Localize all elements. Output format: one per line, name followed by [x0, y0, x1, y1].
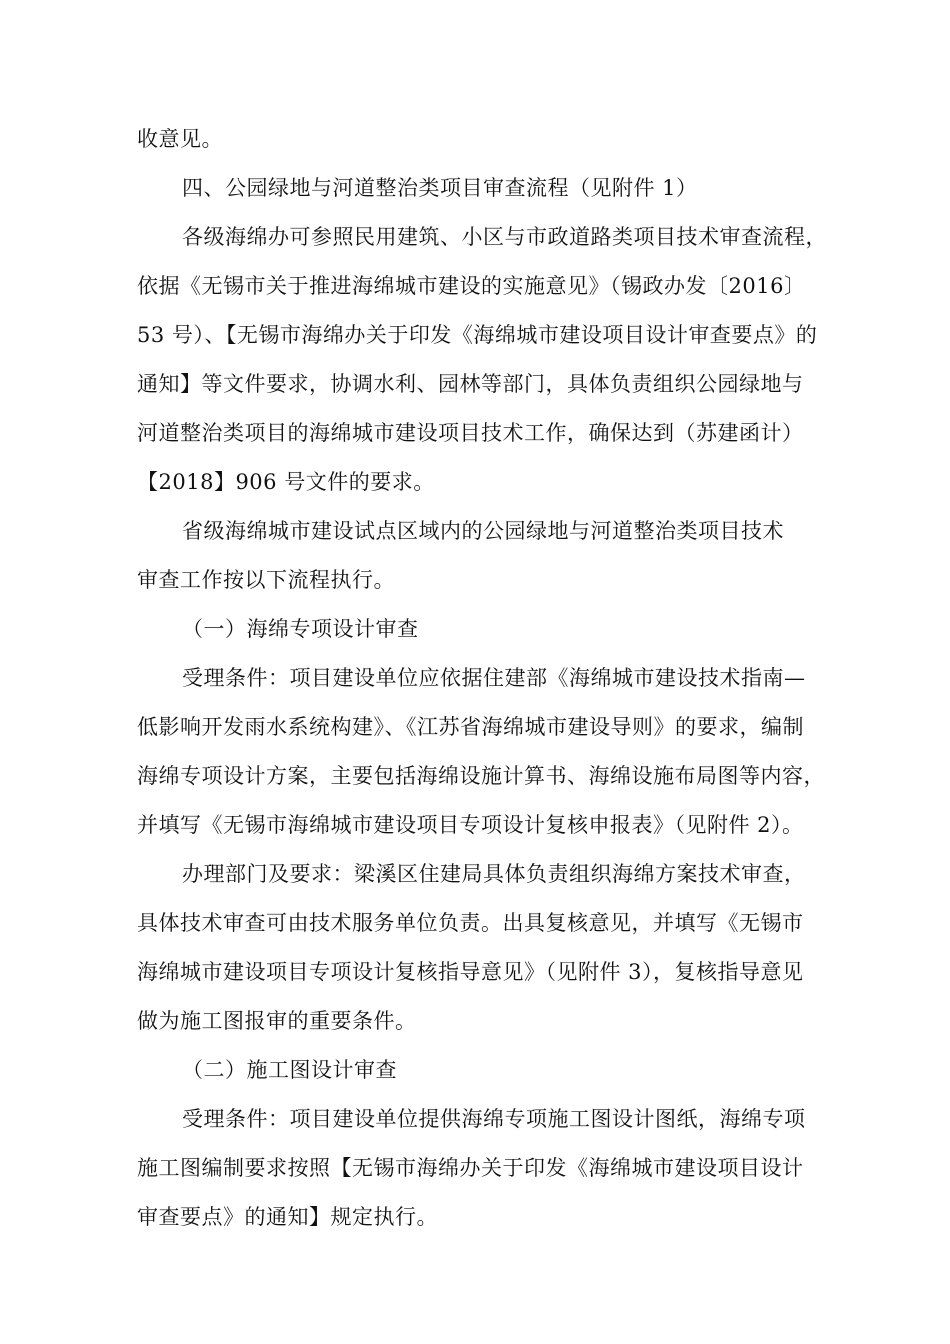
text-line: 受理条件：项目建设单位提供海绵专项施工图设计图纸，海绵专项 [182, 1107, 806, 1131]
text-line: 各级海绵办可参照民用建筑、小区与市政道路类项目技术审查流程， [182, 225, 827, 249]
text-line: 【2018】906 号文件的要求。 [137, 470, 435, 494]
text-line: 并填写《无锡市海绵城市建设项目专项设计复核申报表》（见附件 2）。 [137, 813, 804, 837]
text-line: 依据《无锡市关于推进海绵城市建设的实施意见》（锡政办发〔2016〕 [137, 274, 806, 298]
text-line: 办理部门及要求：梁溪区住建局具体负责组织海绵方案技术审查， [182, 862, 806, 886]
text-line: 通知】等文件要求，协调水利、园林等部门，具体负责组织公园绿地与 [137, 372, 804, 396]
subsection-heading: （二）施工图设计审查 [182, 1058, 397, 1082]
text-line: 审查要点》的通知】规定执行。 [137, 1205, 438, 1229]
text-line: 具体技术审查可由技术服务单位负责。出具复核意见，并填写《无锡市 [137, 911, 804, 935]
text-line: 低影响开发雨水系统构建》、《江苏省海绵城市建设导则》的要求，编制 [137, 715, 804, 739]
text-line: 河道整治类项目的海绵城市建设项目技术工作，确保达到（苏建函计） [137, 421, 804, 445]
subsection-heading: （一）海绵专项设计审查 [182, 617, 419, 641]
section-heading: 四、公园绿地与河道整治类项目审查流程（见附件 1） [182, 176, 698, 200]
text-line: 省级海绵城市建设试点区域内的公园绿地与河道整治类项目技术 [182, 519, 784, 543]
text-line: 做为施工图报审的重要条件。 [137, 1009, 417, 1033]
text-line: 受理条件：项目建设单位应依据住建部《海绵城市建设技术指南— [182, 666, 806, 690]
text-line: 53 号）、【无锡市海绵办关于印发《海绵城市建设项目设计审查要点》的 [137, 323, 818, 347]
text-line: 收意见。 [137, 127, 223, 151]
text-line: 海绵城市建设项目专项设计复核指导意见》（见附件 3），复核指导意见 [137, 960, 804, 984]
text-line: 海绵专项设计方案，主要包括海绵设施计算书、海绵设施布局图等内容， [137, 764, 825, 788]
text-line: 施工图编制要求按照【无锡市海绵办关于印发《海绵城市建设项目设计 [137, 1156, 804, 1180]
text-line: 审查工作按以下流程执行。 [137, 568, 395, 592]
